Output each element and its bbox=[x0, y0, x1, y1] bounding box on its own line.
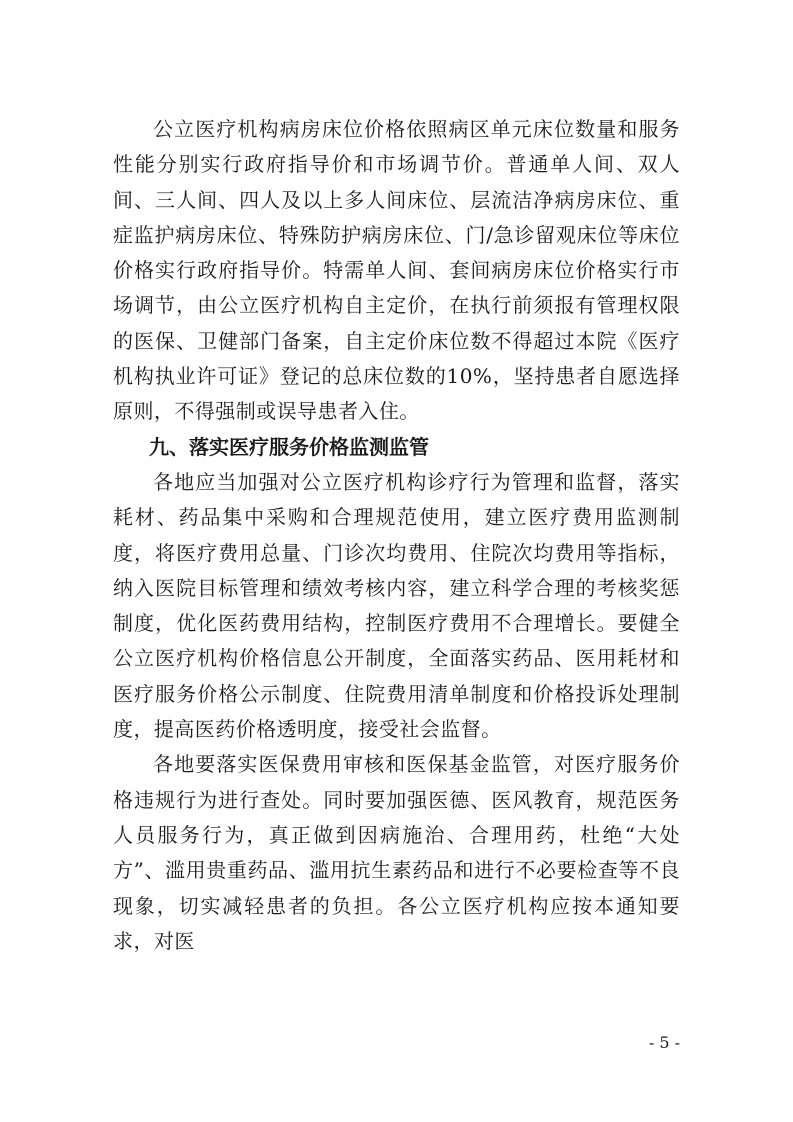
paragraph-supervision-2: 各地要落实医保费用审核和医保基金监管，对医疗服务价格违规行为进行查处。同时要加强医德、医风教育，规范医务人员服务行为，真正做到因病施治、合理用药，杜绝“大处方”、滥用贵重药品、滥用抗生素药品和进行不必要检查等不良现象，切实减轻患者的负担。各公立医疗机构应按本通知要求，对医 bbox=[113, 752, 680, 953]
section-heading: 九、落实医疗服务价格监测监管 bbox=[149, 434, 429, 459]
document-body bbox=[113, 112, 680, 959]
paragraph-supervision-1: 各地应当加强对公立医疗机构诊疗行为管理和监督，落实耗材、药品集中采购和合理规范使用，建立医疗费用监测制度，将医疗费用总量、门诊次均费用、住院次均费用等指标，纳入医院目标管理和绩效考核内容，建立科学合理的考核奖惩制度，优化医药费用结构，控制医疗费用不合理增长。要健全公立医疗机构价格信息公开制度，全面落实药品、医用耗材和医疗服务价格公示制度、住院费用清单制度和价格投诉处理制度，提高医药价格透明度，接受社会监督。 bbox=[113, 469, 680, 742]
page-number: - 5 - bbox=[648, 1033, 680, 1052]
paragraph-bed-pricing: 公立医疗机构病房床位价格依照病区单元床位数量和服务性能分别实行政府指导价和市场调节价。普通单人间、双人间、三人间、四人及以上多人间床位、层流洁净病房床位、重症监护病房床位、特殊防护病房床位、门/急诊留观床位等床位价格实行政府指导价。特需单人间、套间病房床位价格实行市场调节，由公立医疗机构自主定价，在执行前须报有管理权限的医保、卫健部门备案，自主定价床位数不得超过本院《医疗机构执业许可证》登记的总床位数的10%，坚持患者自愿选择原则，不得强制或误导患者入住。 bbox=[113, 117, 680, 424]
